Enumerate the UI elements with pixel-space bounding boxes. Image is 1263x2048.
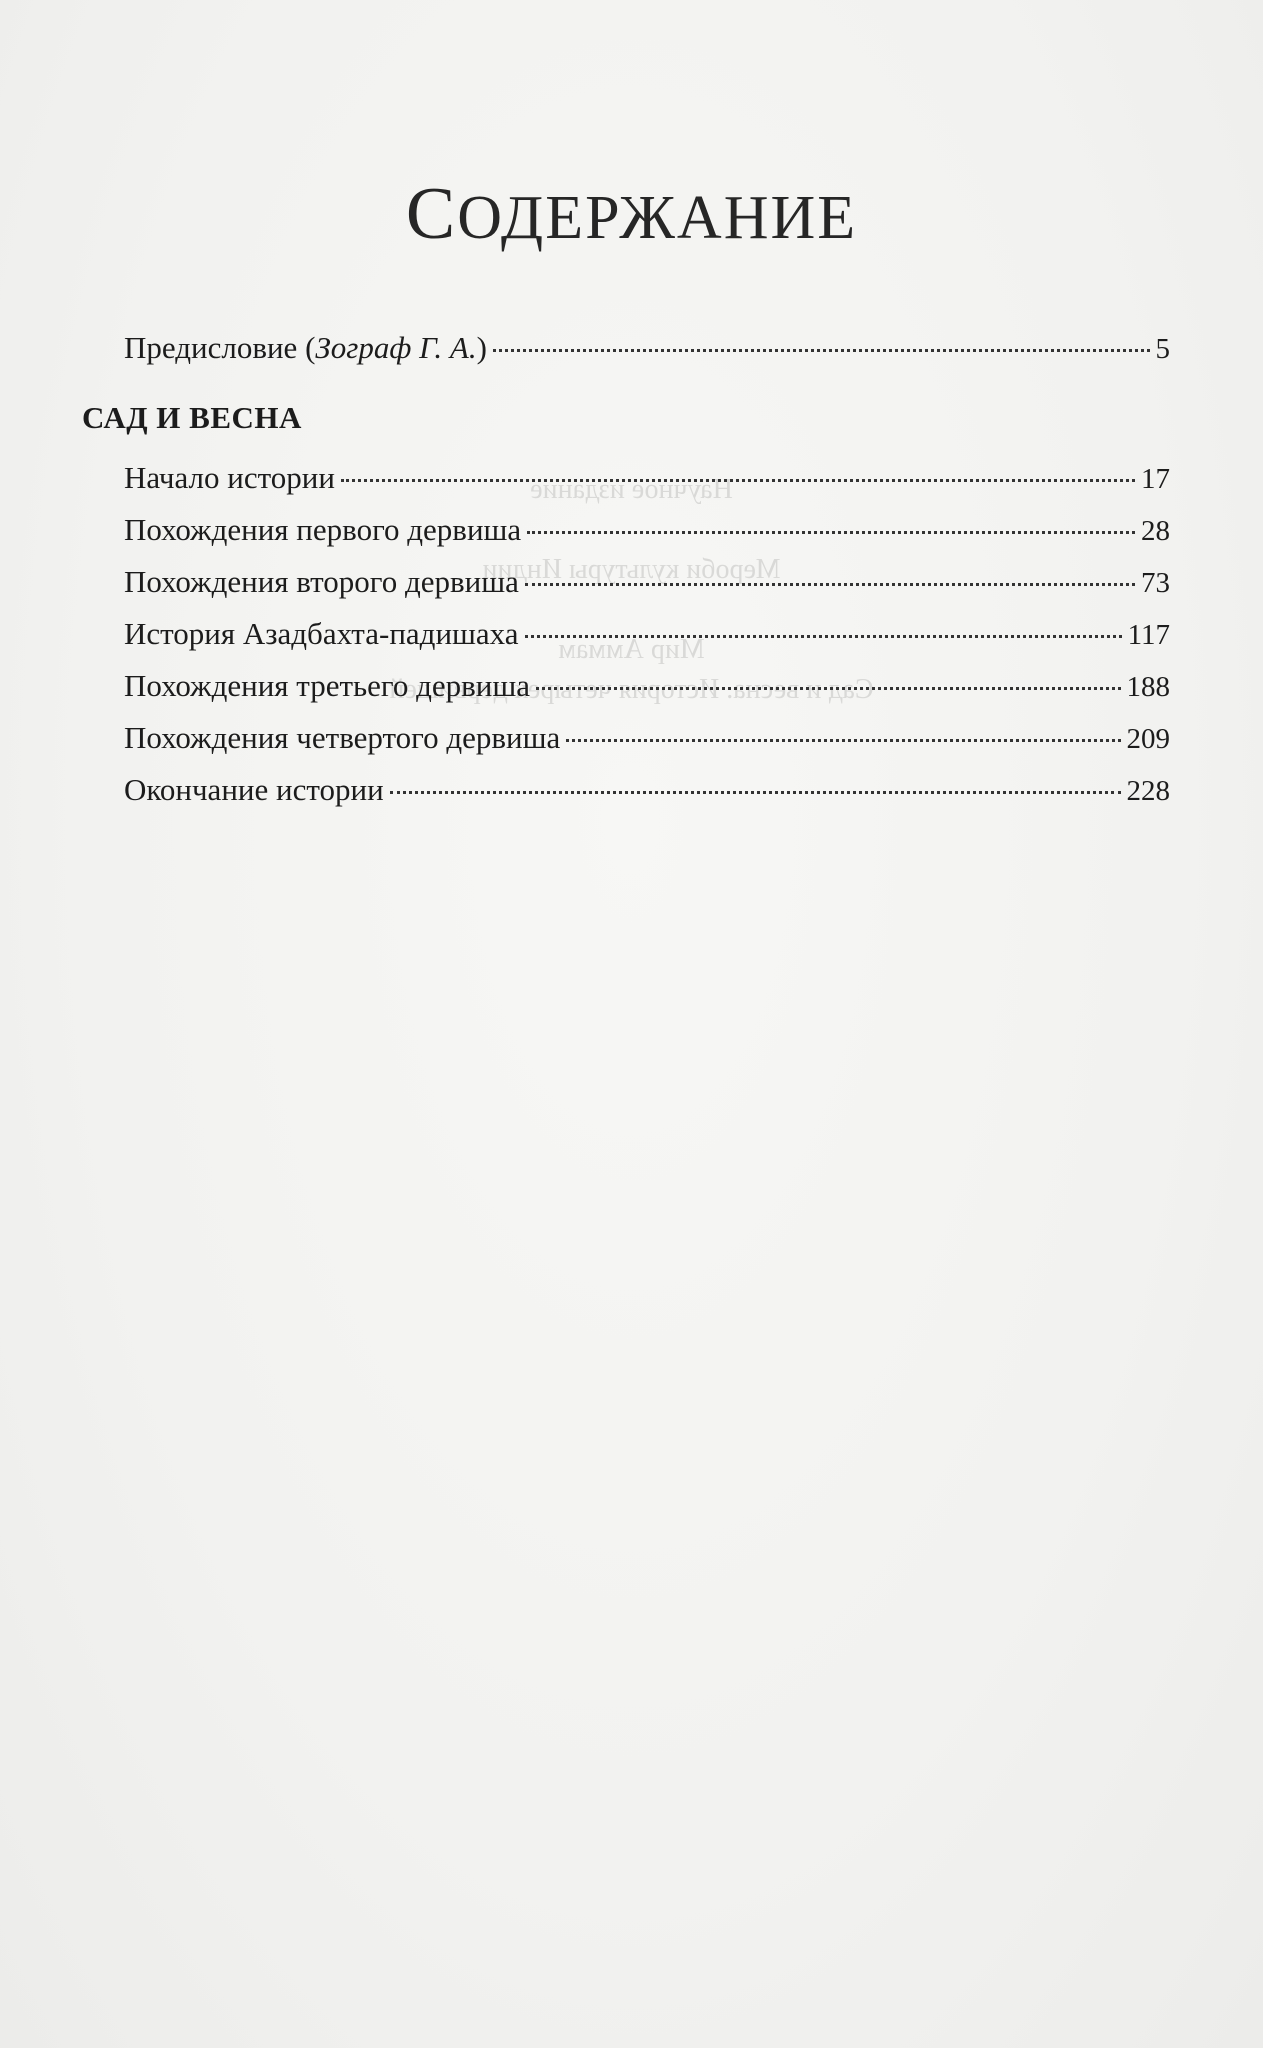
title-initial: С [405, 173, 458, 255]
show-through-text: Научное издание Мероби культуры Индии Мир Аммам Сад и весна. История четырех дервишей [389, 474, 874, 705]
page-title [0, 172, 1263, 257]
dot-leader [536, 687, 1120, 690]
dot-leader [525, 583, 1135, 586]
toc-page-number: 28 [1141, 515, 1170, 547]
dot-leader [390, 791, 1121, 794]
toc-entry-label: Похождения четвертого дервиша [124, 720, 561, 755]
toc-page-number: 5 [1155, 333, 1170, 365]
toc-page-number: 188 [1126, 671, 1170, 703]
toc-page-number: 228 [1126, 775, 1170, 807]
dot-leader [527, 531, 1135, 534]
dot-leader [525, 635, 1122, 638]
toc-entry-label: Окончание истории [124, 772, 384, 807]
toc-entry[interactable] [124, 720, 1170, 756]
toc-entry[interactable] [124, 564, 1170, 600]
preface-author: Зограф Г. А. [315, 330, 477, 365]
toc-entry-label: История Азадбахта-падишаха [124, 616, 519, 651]
toc-entry-label: Начало истории [124, 460, 335, 495]
toc-entry-label: Похождения третьего дервиша [124, 668, 531, 703]
toc-entry[interactable] [124, 668, 1170, 704]
section-heading: САД И ВЕСНА [82, 400, 302, 435]
title-rest: ОДЕРЖАНИЕ [457, 184, 858, 252]
toc-entry[interactable] [124, 772, 1170, 808]
dot-leader [341, 479, 1135, 482]
toc-entry-label: Похождения второго дервиша [124, 564, 519, 599]
toc-entry-label: Похождения первого дервиша [124, 512, 522, 547]
toc-entry-preface[interactable] [124, 330, 1170, 366]
dot-leader [566, 739, 1120, 742]
toc-entry[interactable] [124, 616, 1170, 652]
toc-entry[interactable] [124, 460, 1170, 496]
toc-entry[interactable] [124, 512, 1170, 548]
toc-page-number: 117 [1127, 619, 1170, 651]
dot-leader [493, 349, 1150, 352]
toc-page-number: 73 [1141, 567, 1170, 599]
toc-entry-label: Предисловие (Зограф Г. А.) [124, 330, 487, 365]
toc-page-number: 209 [1126, 723, 1170, 755]
toc-page-number: 17 [1141, 463, 1170, 495]
